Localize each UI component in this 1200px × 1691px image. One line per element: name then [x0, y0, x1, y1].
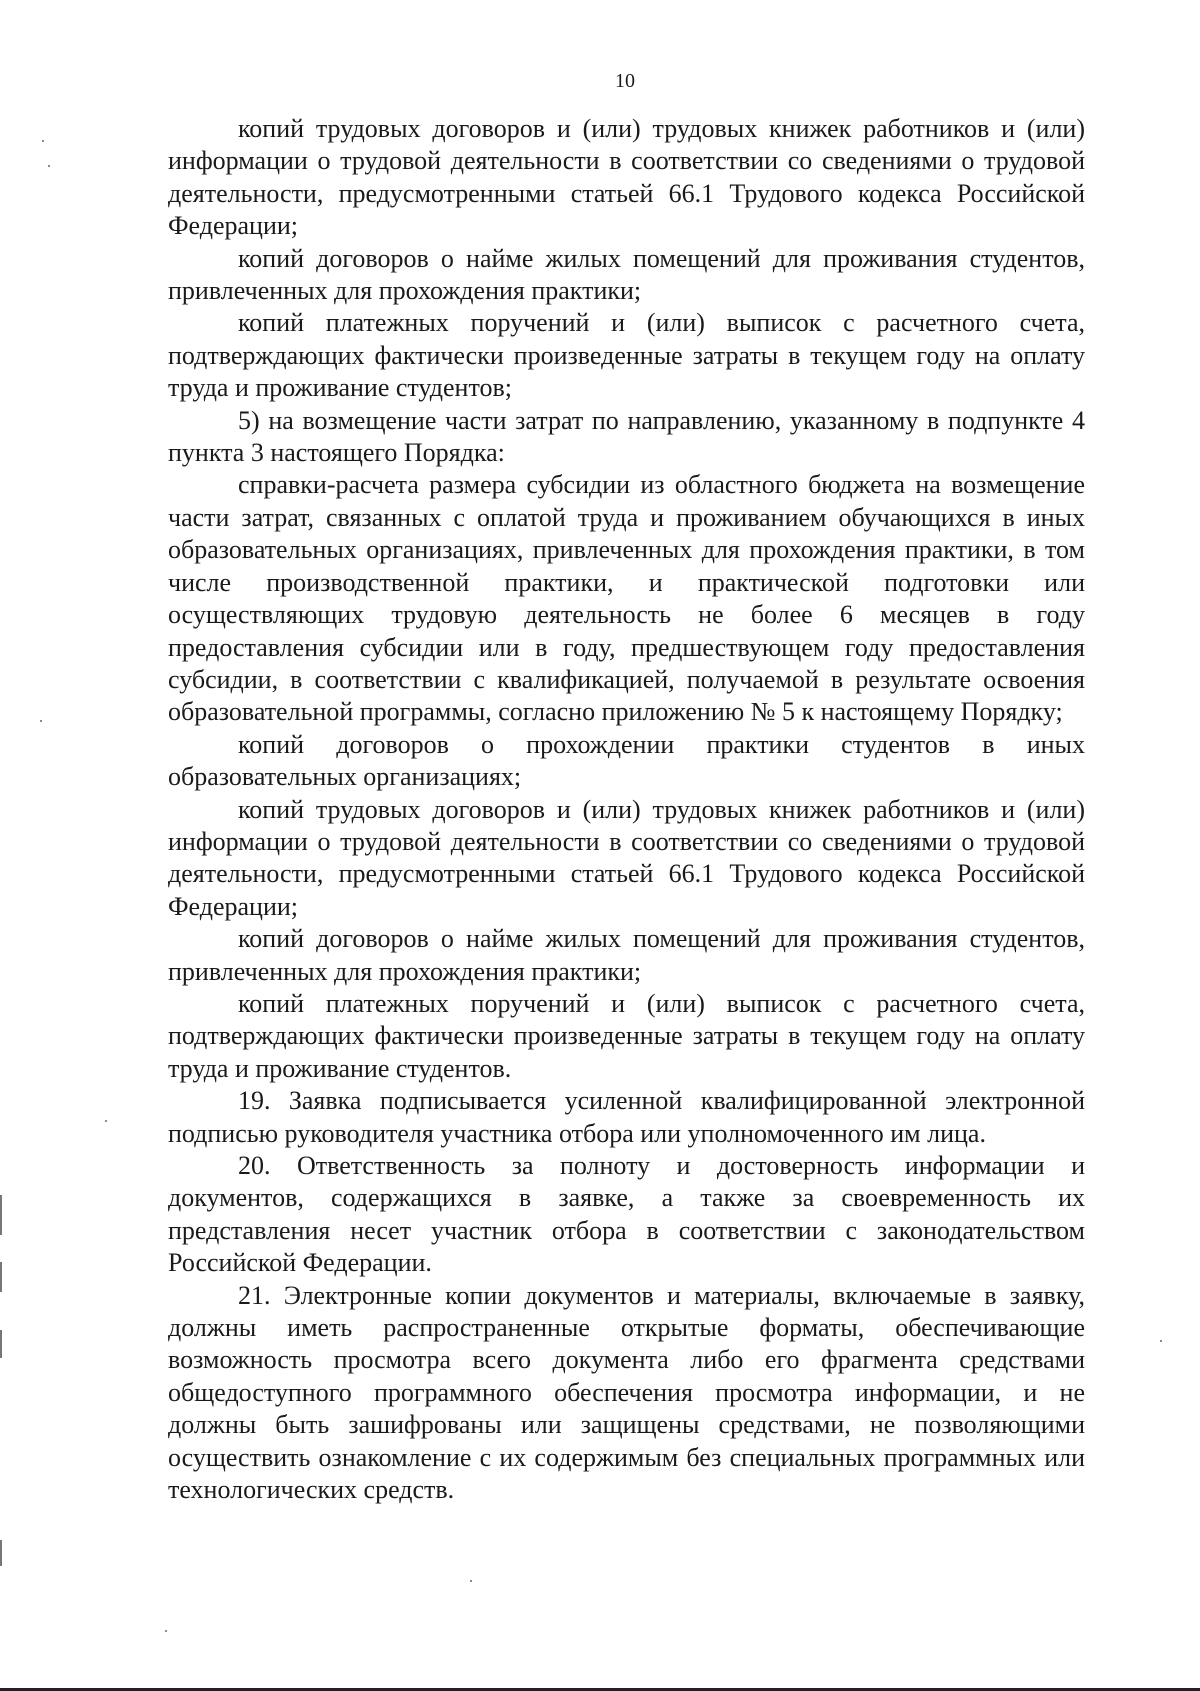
- scan-side-mark: [0, 1330, 2, 1358]
- scan-speck: [165, 1630, 167, 1632]
- paragraph-employment-contracts: копий трудовых договоров и (или) трудовых книжек работников и (или) информации о трудовой деятельности в соответствии со сведениями о трудовой деятельности, предусмотренными статьей 66.1 Трудового кодекса Российской Федерации;: [168, 114, 1085, 241]
- paragraph-payment-orders-2: копий платежных поручений и (или) выписок с расчетного счета, подтверждающих фактически произведенные затраты в текущем году на оплату труда и проживание студентов.: [168, 988, 1085, 1083]
- scan-speck: [48, 165, 50, 167]
- paragraph-subsidy-calculation: справки-расчета размера субсидии из областного бюджета на возмещение части затрат, связанных с оплатой труда и проживанием обучающихся в иных образовательных организациях, привлеченных для прохождения практики, в том числе производственной практики, и практической подготовки или осуществляющих трудовую деятельность не более 6 месяцев в году предоставления субсидии или в году, предшествующем году предоставления субсидии, в соответствии с квалификацией, получаемой в результате освоения образовательной программы, согласно приложению № 5 к настоящему Порядку;: [168, 470, 1085, 727]
- paragraph-employment-contracts-2: копий трудовых договоров и (или) трудовых книжек работников и (или) информации о трудовой деятельности в соответствии со сведениями о трудовой деятельности, предусмотренными статьей 66.1 Трудового кодекса Российской Федерации;: [168, 794, 1085, 921]
- scan-side-mark: [0, 1195, 2, 1235]
- paragraph-item-5: 5) на возмещение части затрат по направлению, указанному в подпункте 4 пункта 3 настоящего Порядка:: [168, 405, 1085, 468]
- document-body: [168, 113, 1085, 1506]
- paragraph-section-21: 21. Электронные копии документов и материалы, включаемые в заявку, должны иметь распространенные открытые форматы, обеспечивающие возможность просмотра всего документа либо его фрагмента средствами общедоступного программного обеспечения просмотра информации, и не должны быть зашифрованы или защищены средствами, не позволяющими осуществить ознакомление с их содержимым без специальных программных или технологических средств.: [168, 1280, 1085, 1505]
- scan-speck: [105, 1120, 107, 1122]
- paragraph-housing-contracts-2: копий договоров о найме жилых помещений для проживания студентов, привлеченных для прохождения практики;: [168, 924, 1085, 986]
- scan-side-mark: [0, 1262, 2, 1292]
- paragraph-section-20: 20. Ответственность за полноту и достоверность информации и документов, содержащихся в заявке, а также за своевременность их представления несет участник отбора в соответствии с законодательством Российской Федерации.: [168, 1151, 1085, 1278]
- scan-speck: [42, 140, 44, 142]
- page-number: 10: [615, 70, 635, 92]
- paragraph-housing-contracts: копий договоров о найме жилых помещений для проживания студентов, привлеченных для прохождения практики;: [168, 243, 1085, 306]
- paragraph-section-19: 19. Заявка подписывается усиленной квалифицированной электронной подписью руководителя участника отбора или уполномоченного им лица.: [168, 1086, 1085, 1148]
- scan-side-mark: [0, 1540, 2, 1566]
- paragraph-payment-orders: копий платежных поручений и (или) выписок с расчетного счета, подтверждающих фактически произведенные затраты в текущем году на оплату труда и проживание студентов;: [168, 308, 1085, 403]
- scan-speck: [470, 1580, 472, 1582]
- scan-speck: [1160, 1340, 1162, 1342]
- paragraph-practice-contracts: копий договоров о прохождении практики студентов в иных образовательных организациях;: [168, 729, 1085, 792]
- scan-speck: [40, 720, 42, 722]
